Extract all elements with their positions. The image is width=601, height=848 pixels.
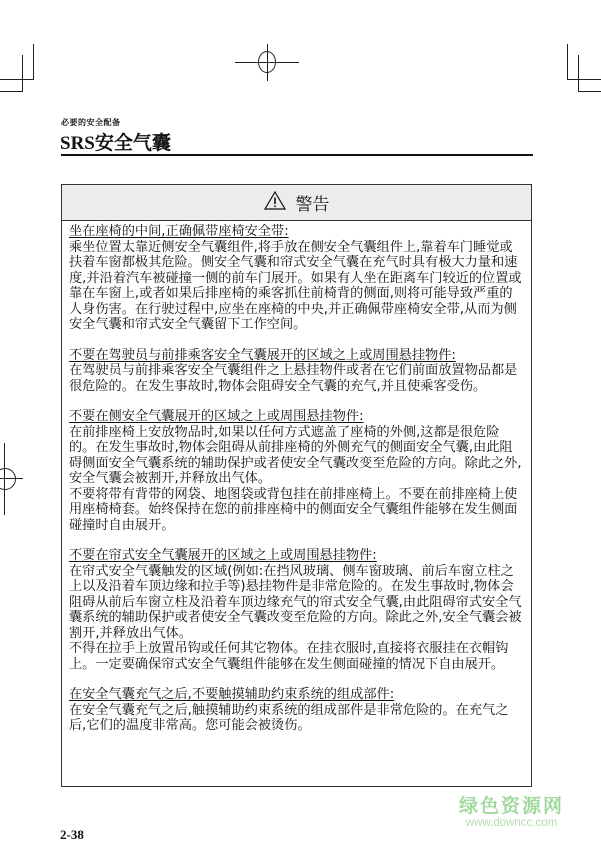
block-paragraph: 不要将带有背带的网袋、地图袋或背包挂在前排座椅上。不要在前排座椅上使用座椅椅套。始终保持在您的前排座椅中的侧面安全气囊组件能够在发生侧面碰撞时自由展开。 <box>69 486 518 533</box>
page-title: SRS安全气囊 <box>60 133 171 154</box>
warning-block-seating <box>69 224 524 333</box>
block-heading: 在安全气囊充气之后,不要触摸辅助约束系统的组成部件: <box>69 687 395 702</box>
warning-body <box>62 221 531 734</box>
block-heading: 不要在帘式安全气囊展开的区域之上或周围悬挂物件: <box>69 548 377 563</box>
page-number: 2-38 <box>60 827 84 842</box>
block-paragraph: 在帘式安全气囊触发的区域(例如:在挡风玻璃、侧车窗玻璃、前后车窗立柱之上以及沿着车顶边缘和拉手等)悬挂物件是非常危险的。在发生事故时,物体会阻碍从前后车窗立柱及沿着车顶边缘充气的帘式安全气囊,由此阻碍帘式安全气囊系统的辅助保护或者使安全气囊改变至危险的方向。除此之外,安全气囊会被割开,并释放出气体。 <box>69 563 522 641</box>
watermark <box>459 796 564 830</box>
warning-block-after-inflation <box>69 687 524 734</box>
watermark-url: www.downcc.com <box>465 817 558 829</box>
section-label: 必要的安全配备 <box>61 118 121 127</box>
block-heading: 坐在座椅的中间,正确佩带座椅安全带: <box>69 224 289 239</box>
block-paragraph: 在前排座椅上安放物品时,如果以任何方式遮盖了座椅的外侧,这都是很危险的。在发生事故时,物体会阻碍从前排座椅的外侧充气的侧面安全气囊,由此阻碍侧面安全气囊系统的辅助保护或者使安全气囊改变至危险的方向。除此之外,安全气囊会被割开,并释放出气体。 <box>69 424 522 486</box>
block-heading: 不要在侧安全气囊展开的区域之上或周围悬挂物件: <box>69 409 364 424</box>
warning-block-side-airbag <box>69 409 524 533</box>
block-paragraph: 不得在拉手上放置吊钩或任何其它物体。在挂衣服时,直接将衣服挂在衣帽钩上。一定要确保帘式安全气囊组件能够在发生侧面碰撞的情况下自由展开。 <box>69 641 509 672</box>
block-heading: 不要在驾驶员与前排乘客安全气囊展开的区域之上或周围悬挂物件: <box>69 347 456 363</box>
block-paragraph: 在驾驶员与前排乘客安全气囊组件之上悬挂物件或者在它们前面放置物品都是很危险的。在发生事故时,物体会阻碍安全气囊的充气,并且使乘客受伤。 <box>69 363 518 394</box>
warning-block-front-airbag <box>69 348 524 395</box>
warning-header <box>62 185 531 221</box>
watermark-name: 绿色资源网 <box>458 795 564 817</box>
warning-block-curtain-airbag <box>69 548 524 672</box>
warning-triangle-icon <box>264 191 286 214</box>
warning-label: 警告 <box>295 195 330 215</box>
block-paragraph: 在安全气囊充气之后,触摸辅助约束系统的组成部件是非常危险的。在充气之后,它们的温度非常高。您可能会被烫伤。 <box>69 702 509 733</box>
title-divider <box>61 154 533 156</box>
warning-box <box>61 184 532 787</box>
block-paragraph: 乘坐位置太靠近侧安全气囊组件,将手放在侧安全气囊组件上,靠着车门睡觉或扶着车窗都极其危险。侧安全气囊和帘式安全气囊在充气时具有极大力量和速度,并沿着汽车被碰撞一侧的前车门展开。如果有人坐在距离车门较近的位置或靠在车窗上,或者如果后排座椅的乘客抓住前椅背的侧面,则将可能导致严重的人身伤害。在行驶过程中,应坐在座椅的中央,并正确佩带座椅安全带,从而为侧安全气囊和帘式安全气囊留下工作空间。 <box>69 239 522 332</box>
